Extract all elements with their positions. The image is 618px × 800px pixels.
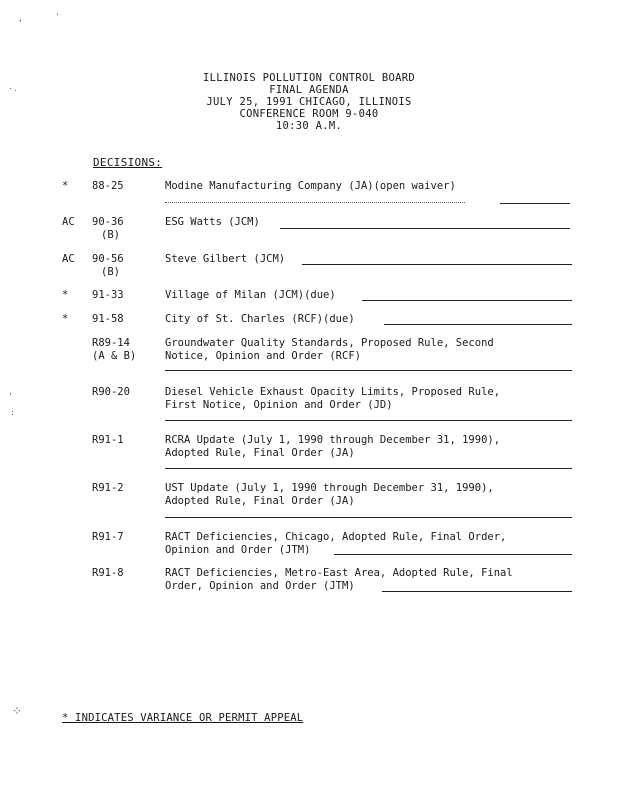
- agenda-title: FINAL AGENDA: [269, 84, 349, 96]
- item-number: 90-36: [92, 216, 124, 228]
- meeting-date-location: JULY 25, 1991 CHICAGO, ILLINOIS: [206, 96, 412, 108]
- item-description: RACT Deficiencies, Metro-East Area, Adopted Rule, Final: [165, 567, 513, 579]
- item-number: R91-1: [92, 434, 124, 446]
- item-description: Village of Milan (JCM)(due): [165, 289, 336, 301]
- item-number: 90-56: [92, 253, 124, 265]
- item-description: Modine Manufacturing Company (JA)(open waiver): [165, 180, 456, 192]
- meeting-time: 10:30 A.M.: [275, 120, 343, 132]
- item-subnumber: (A & B): [92, 350, 137, 362]
- item-number: 91-33: [92, 289, 124, 301]
- signature-line: [280, 228, 570, 229]
- footer-note: * INDICATES VARIANCE OR PERMIT APPEAL: [62, 712, 304, 724]
- section-title: DECISIONS:: [93, 156, 163, 169]
- item-description: City of St. Charles (RCF)(due): [165, 313, 355, 325]
- scan-speck: ': [8, 392, 13, 401]
- item-subnumber: (B): [101, 229, 120, 241]
- item-description-line2: Notice, Opinion and Order (RCF): [165, 350, 361, 362]
- signature-line: [500, 203, 570, 204]
- item-description-line2: First Notice, Opinion and Order (JD): [165, 399, 393, 411]
- item-description: Steve Gilbert (JCM): [165, 253, 286, 265]
- item-mark: AC: [62, 253, 75, 265]
- item-description-line2: Order, Opinion and Order (JTM): [165, 580, 355, 592]
- scan-speck: :: [10, 408, 15, 417]
- scan-speck: ·.: [8, 84, 18, 93]
- scan-speck: ,: [18, 14, 23, 23]
- item-number: R91-2: [92, 482, 124, 494]
- signature-line: [165, 517, 572, 518]
- signature-line: [165, 370, 572, 371]
- item-number: 91-58: [92, 313, 124, 325]
- item-mark: *: [62, 313, 69, 325]
- item-description-line2: Adopted Rule, Final Order (JA): [165, 495, 355, 507]
- item-description-line2: Adopted Rule, Final Order (JA): [165, 447, 355, 459]
- signature-line: [362, 300, 572, 301]
- item-mark: AC: [62, 216, 75, 228]
- item-number: R91-7: [92, 531, 124, 543]
- signature-line: [384, 324, 572, 325]
- signature-line: [302, 264, 572, 265]
- signature-line: [382, 591, 572, 592]
- board-name: ILLINOIS POLLUTION CONTROL BOARD: [203, 72, 415, 84]
- signature-line: [334, 554, 572, 555]
- item-subnumber: (B): [101, 266, 120, 278]
- item-description: RCRA Update (July 1, 1990 through December 31, 1990),: [165, 434, 501, 446]
- signature-line: [165, 420, 572, 421]
- item-number: R89-14: [92, 337, 130, 349]
- item-description-line2: Opinion and Order (JTM): [165, 544, 311, 556]
- item-description: Diesel Vehicle Exhaust Opacity Limits, Proposed Rule,: [165, 386, 501, 398]
- item-number: R91-8: [92, 567, 124, 579]
- scan-speck: ⁘: [12, 704, 23, 718]
- signature-line: [165, 468, 572, 469]
- item-number: 88-25: [92, 180, 124, 192]
- item-mark: *: [62, 180, 69, 192]
- item-description: UST Update (July 1, 1990 through December 31, 1990),: [165, 482, 494, 494]
- meeting-room: CONFERENCE ROOM 9-040: [239, 108, 379, 120]
- item-description: Groundwater Quality Standards, Proposed Rule, Second: [165, 337, 494, 349]
- scan-speck: ': [55, 12, 60, 21]
- item-number: R90-20: [92, 386, 130, 398]
- signature-line: [165, 202, 465, 203]
- item-mark: *: [62, 289, 69, 301]
- item-description: RACT Deficiencies, Chicago, Adopted Rule, Final Order,: [165, 531, 507, 543]
- item-description: ESG Watts (JCM): [165, 216, 260, 228]
